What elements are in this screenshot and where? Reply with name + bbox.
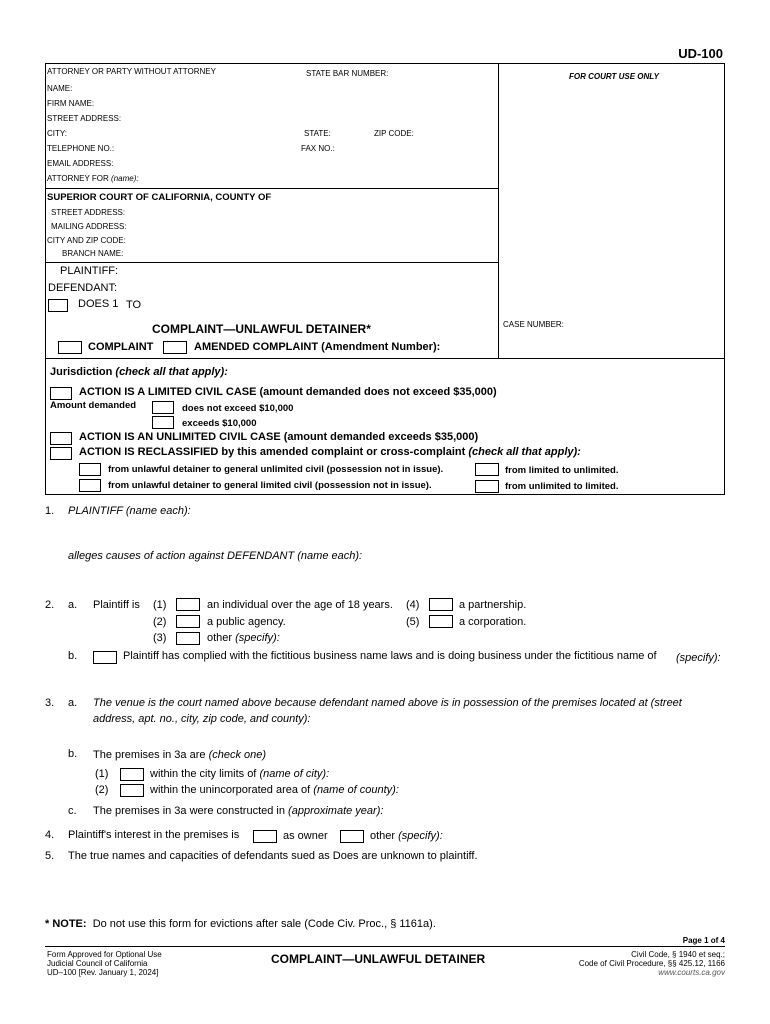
opt3-number: (3) xyxy=(153,632,167,644)
item-2-number: 2. xyxy=(45,599,55,611)
other-interest-label xyxy=(370,830,443,842)
item-3c-letter: c. xyxy=(68,805,77,817)
case-number-field[interactable] xyxy=(503,332,718,352)
footnote xyxy=(45,918,436,930)
other-interest-note: (specify): xyxy=(398,830,443,842)
court-use-label: FOR COURT USE ONLY xyxy=(569,72,659,81)
corporation-label: a corporation. xyxy=(459,616,527,628)
attorney-for-name-note: (name): xyxy=(111,174,139,183)
other-entity-checkbox[interactable] xyxy=(176,632,200,645)
street-field[interactable] xyxy=(120,112,490,124)
plaintiff-each-label: PLAINTIFF (name each): xyxy=(68,505,191,517)
not-exceed-label: does not exceed $10,000 xyxy=(182,403,294,414)
divider xyxy=(498,317,499,359)
email-field[interactable] xyxy=(115,157,490,169)
item-4-number: 4. xyxy=(45,829,55,841)
unincorporated-label xyxy=(150,784,399,796)
public-agency-label: a public agency. xyxy=(207,616,286,628)
plaintiff-names-field[interactable] xyxy=(200,503,720,533)
footer-title: COMPLAINT—UNLAWFUL DETAINER xyxy=(271,952,486,966)
other-entity-text: other xyxy=(207,632,233,644)
state-bar-label: STATE BAR NUMBER: xyxy=(306,69,389,78)
unincorporated-text: within the unincorporated area of xyxy=(150,784,311,796)
opt2-number: (2) xyxy=(153,616,167,628)
other-interest-checkbox[interactable] xyxy=(340,830,364,843)
opt1-number: (1) xyxy=(153,599,167,611)
does-to-field[interactable] xyxy=(145,298,345,310)
city-limits-label xyxy=(150,768,329,780)
premises-label xyxy=(93,749,266,761)
telephone-label: TELEPHONE NO.: xyxy=(47,144,115,153)
partnership-label: a partnership. xyxy=(459,599,527,611)
limited-to-unlimited-label: from limited to unlimited. xyxy=(505,465,619,476)
page-number: Page 1 of 4 xyxy=(682,936,725,945)
state-field[interactable] xyxy=(333,127,371,139)
approved-line-1: Form Approved for Optional Use xyxy=(47,950,162,959)
courts-url[interactable]: www.courts.ca.gov xyxy=(658,968,725,977)
fictitious-name-field[interactable] xyxy=(123,666,720,686)
court-street-field[interactable] xyxy=(125,206,490,218)
code-line-2: Code of Civil Procedure, §§ 425.12, 1166 xyxy=(578,959,725,968)
email-label: EMAIL ADDRESS: xyxy=(47,159,114,168)
court-use-field[interactable] xyxy=(502,86,720,311)
construction-year-field[interactable] xyxy=(395,804,515,816)
divider xyxy=(45,262,498,263)
defendant-names-field[interactable] xyxy=(68,566,720,594)
case-number-label: CASE NUMBER: xyxy=(503,320,564,329)
unincorporated-checkbox[interactable] xyxy=(120,784,144,797)
interest-label: Plaintiff's interest in the premises is xyxy=(68,829,240,841)
ud-to-unlimited-checkbox[interactable] xyxy=(79,463,101,476)
code-line-1: Civil Code, § 1940 et seq.; xyxy=(631,950,725,959)
attorney-for-text: ATTORNEY FOR xyxy=(47,174,109,183)
fax-label: FAX NO.: xyxy=(301,144,335,153)
individual-checkbox[interactable] xyxy=(176,598,200,611)
does-label: DOES 1 xyxy=(78,298,119,310)
reclassified-checkbox[interactable] xyxy=(50,447,72,460)
complaint-label: COMPLAINT xyxy=(88,341,154,353)
name-field[interactable] xyxy=(75,82,490,94)
constructed-label xyxy=(93,805,383,817)
footnote-label: * NOTE: xyxy=(45,918,87,930)
other-entity-note: (specify): xyxy=(235,632,280,644)
item-3-number: 3. xyxy=(45,697,55,709)
limited-to-unlimited-checkbox[interactable] xyxy=(475,463,499,476)
plaintiff-label: PLAINTIFF: xyxy=(60,265,119,277)
jurisdiction-heading-note: (check all that apply): xyxy=(115,366,228,378)
divider xyxy=(45,188,498,189)
premises-address-field[interactable] xyxy=(93,728,720,746)
individual-label: an individual over the age of 18 years. xyxy=(207,599,393,611)
court-mailing-label: MAILING ADDRESS: xyxy=(51,222,127,231)
jurisdiction-heading xyxy=(50,366,228,378)
fictitious-specify: (specify): xyxy=(676,652,721,664)
court-street-label: STREET ADDRESS: xyxy=(51,208,126,217)
reclassified-label xyxy=(79,446,581,458)
does-checkbox[interactable] xyxy=(48,299,68,312)
opt4-number: (4) xyxy=(406,599,420,611)
footer-rule xyxy=(45,946,725,947)
court-branch-label: BRANCH NAME: xyxy=(62,249,124,258)
defendant-label: DEFENDANT: xyxy=(48,282,118,294)
defendant-field[interactable] xyxy=(120,282,490,294)
plaintiff-is-label: Plaintiff is xyxy=(93,599,140,611)
attorney-title: ATTORNEY OR PARTY WITHOUT ATTORNEY xyxy=(47,67,216,76)
unlimited-to-limited-checkbox[interactable] xyxy=(475,480,499,493)
footnote-text: Do not use this form for evictions after sale (Code Civ. Proc., § 1161a). xyxy=(92,918,436,930)
unincorporated-note: (name of county): xyxy=(313,784,399,796)
city-name-field[interactable] xyxy=(340,767,720,779)
item-3a-letter: a. xyxy=(68,697,78,709)
item-1-number: 1. xyxy=(45,505,55,517)
zip-label: ZIP CODE: xyxy=(374,129,414,138)
jurisdiction-heading-text: Jurisdiction xyxy=(50,366,113,378)
alleges-label: alleges causes of action against DEFENDANT (name each): xyxy=(68,550,363,562)
state-label: STATE: xyxy=(304,129,331,138)
court-mailing-field[interactable] xyxy=(125,220,490,232)
fictitious-checkbox[interactable] xyxy=(93,651,117,664)
telephone-field[interactable] xyxy=(112,142,297,154)
state-bar-field[interactable] xyxy=(390,66,490,78)
venue-line-1: The venue is the court named above because defendant named above is in possession of the premises located at (street xyxy=(93,697,682,709)
fictitious-label: Plaintiff has complied with the fictitious business name laws and is doing business under the fictitious name of xyxy=(123,650,657,662)
owner-label: as owner xyxy=(283,830,328,842)
name-label: NAME: xyxy=(47,84,73,93)
opt5-number: (5) xyxy=(406,616,420,628)
amended-checkbox[interactable] xyxy=(163,341,187,354)
venue-line-2: address, apt. no., city, zip code, and county): xyxy=(93,713,311,725)
city-limits-text: within the city limits of xyxy=(150,768,257,780)
constructed-note: (approximate year): xyxy=(288,805,384,817)
exceeds-checkbox[interactable] xyxy=(152,416,174,429)
unlimited-checkbox[interactable] xyxy=(50,432,72,445)
court-use-divider xyxy=(498,63,499,358)
partnership-checkbox[interactable] xyxy=(429,598,453,611)
firm-name-label: FIRM NAME: xyxy=(47,99,95,108)
public-agency-checkbox[interactable] xyxy=(176,615,200,628)
amendment-number-field[interactable] xyxy=(452,341,494,353)
does-statement: The true names and capacities of defendants sued as Does are unknown to plaintiff. xyxy=(68,850,478,862)
city-field[interactable] xyxy=(70,127,300,139)
court-branch-field[interactable] xyxy=(125,247,490,259)
zip-field[interactable] xyxy=(412,127,490,139)
ud-to-limited-checkbox[interactable] xyxy=(79,479,101,492)
ud-to-unlimited-label: from unlawful detainer to general unlimited civil (possession not in issue). xyxy=(108,464,444,475)
corporation-checkbox[interactable] xyxy=(429,615,453,628)
not-exceed-checkbox[interactable] xyxy=(152,401,174,414)
form-id: UD-100 xyxy=(678,46,723,61)
item-3b-letter: b. xyxy=(68,748,78,760)
unincorp-number: (2) xyxy=(95,784,109,796)
item-5-number: 5. xyxy=(45,850,55,862)
fax-field[interactable] xyxy=(338,142,490,154)
plaintiff-field[interactable] xyxy=(120,265,490,277)
limited-checkbox[interactable] xyxy=(50,387,72,400)
court-title: SUPERIOR COURT OF CALIFORNIA, COUNTY OF xyxy=(47,192,272,203)
item-2a-letter: a. xyxy=(68,599,78,611)
exceeds-label: exceeds $10,000 xyxy=(182,418,257,429)
premises-check-one: (check one) xyxy=(208,749,267,761)
other-entity-field[interactable] xyxy=(288,632,720,644)
limited-label: ACTION IS A LIMITED CIVIL CASE (amount demanded does not exceed $35,000) xyxy=(79,386,497,398)
reclassified-note: (check all that apply): xyxy=(468,446,581,458)
county-name-field[interactable] xyxy=(412,783,720,795)
street-label: STREET ADDRESS: xyxy=(47,114,122,123)
court-city-zip-label: CITY AND ZIP CODE: xyxy=(47,236,126,245)
ud-to-limited-label: from unlawful detainer to general limited civil (possession not in issue). xyxy=(108,480,432,491)
amended-label: AMENDED COMPLAINT (Amendment Number): xyxy=(194,341,441,353)
unlimited-label: ACTION IS AN UNLIMITED CIVIL CASE (amount demanded exceeds $35,000) xyxy=(79,431,479,443)
other-interest-text: other xyxy=(370,830,396,842)
other-interest-field[interactable] xyxy=(450,829,720,841)
city-limits-checkbox[interactable] xyxy=(120,768,144,781)
approved-line-3: UD–100 [Rev. January 1, 2024] xyxy=(47,968,159,977)
court-city-zip-field[interactable] xyxy=(125,234,490,246)
amount-demanded-label: Amount demanded xyxy=(50,400,137,411)
reclassified-text: ACTION IS RECLASSIFIED by this amended complaint or cross-complaint xyxy=(79,446,466,458)
county-field[interactable] xyxy=(290,191,490,203)
constructed-text: The premises in 3a were constructed in xyxy=(93,805,285,817)
premises-text: The premises in 3a are xyxy=(93,749,206,761)
unlimited-to-limited-label: from unlimited to limited. xyxy=(505,481,619,492)
does-to-label: TO xyxy=(126,299,142,311)
other-entity-label xyxy=(207,632,280,644)
city-limits-note: (name of city): xyxy=(259,768,330,780)
complaint-title: COMPLAINT—UNLAWFUL DETAINER* xyxy=(152,322,371,336)
city-limits-number: (1) xyxy=(95,768,109,780)
firm-name-field[interactable] xyxy=(95,97,490,109)
item-2b-letter: b. xyxy=(68,650,78,662)
approved-line-2: Judicial Council of California xyxy=(47,959,148,968)
city-label: CITY: xyxy=(47,129,68,138)
attorney-for-field[interactable] xyxy=(125,172,490,184)
complaint-checkbox[interactable] xyxy=(58,341,82,354)
owner-checkbox[interactable] xyxy=(253,830,277,843)
